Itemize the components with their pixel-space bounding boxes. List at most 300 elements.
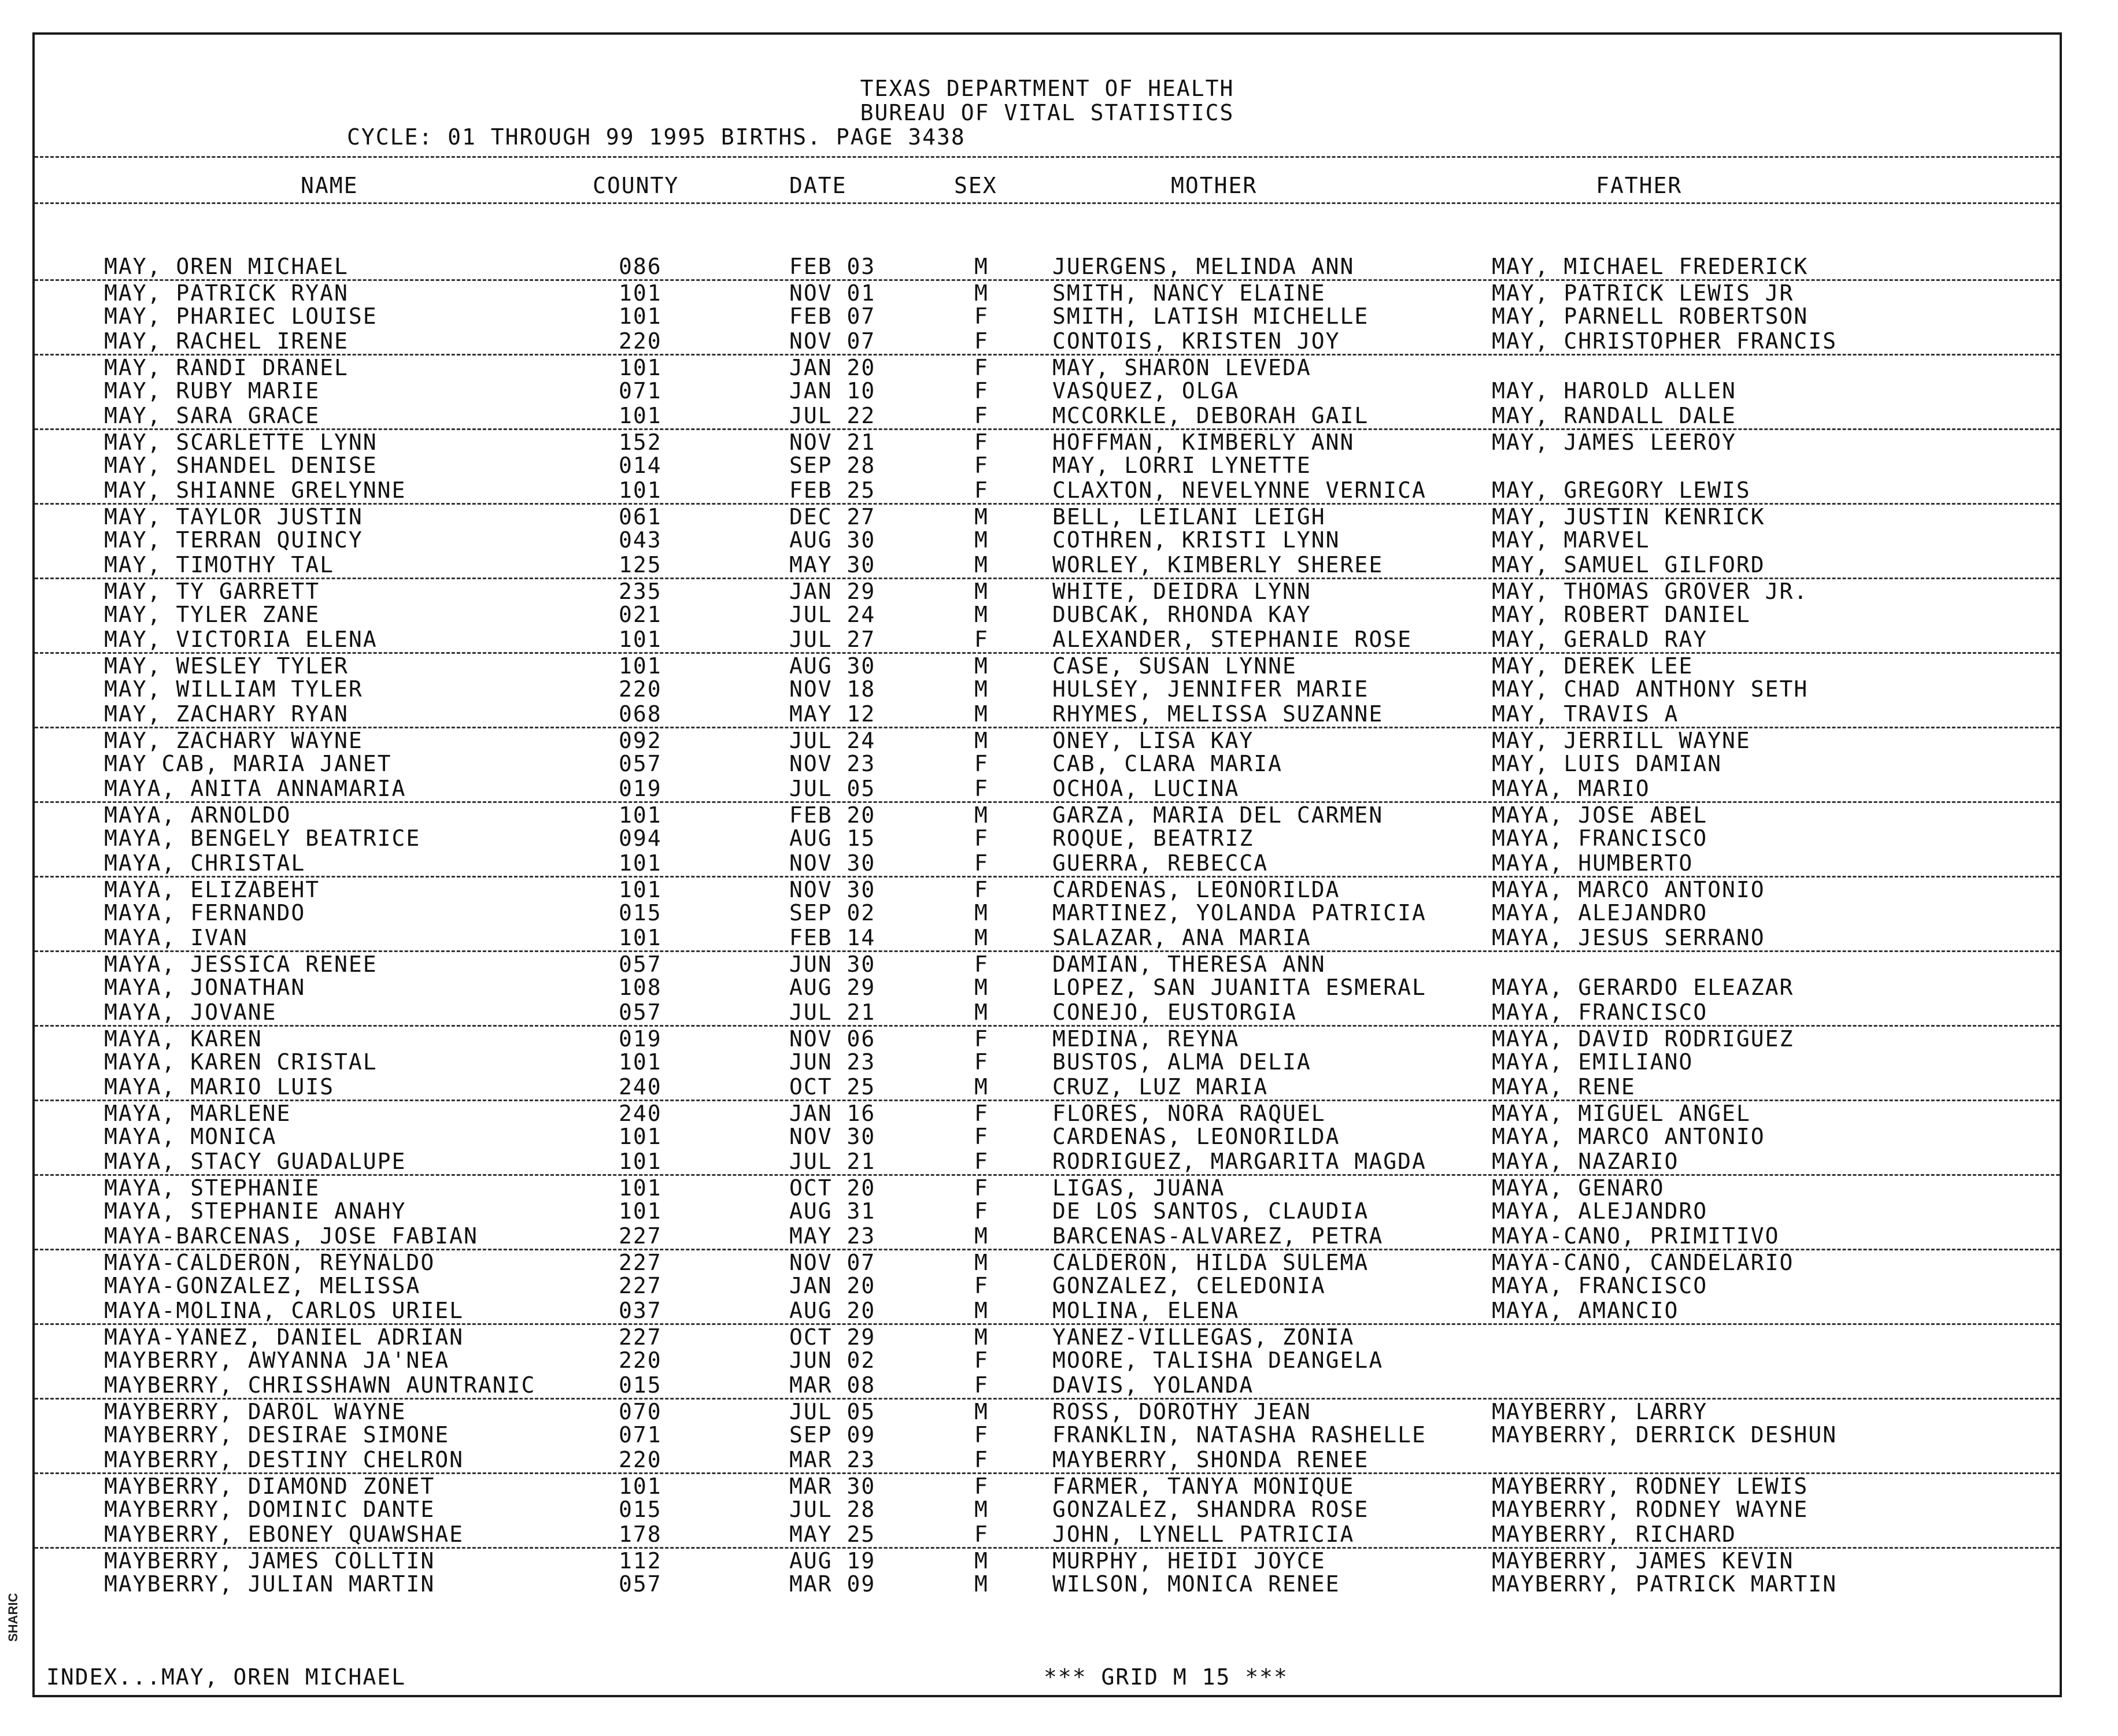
cell-father: MAYBERRY, RODNEY LEWIS [1492, 1474, 1809, 1499]
cell-sex: M [974, 1571, 989, 1597]
table-row [35, 1174, 2060, 1199]
cell-sex: F [974, 850, 989, 876]
cell-sex: F [974, 1026, 989, 1052]
cell-mother: BELL, LEILANI LEIGH [1052, 504, 1326, 530]
cell-father: MAYBERRY, JAMES KEVIN [1492, 1548, 1794, 1574]
cell-date: AUG 31 [789, 1198, 876, 1224]
cell-mother: GUERRA, REBECCA [1052, 850, 1269, 876]
cell-date: NOV 18 [789, 676, 876, 702]
cell-county: 101 [619, 1198, 662, 1224]
table-row [35, 404, 2060, 428]
cell-sex: M [974, 504, 989, 530]
table-row [35, 975, 2060, 1000]
cell-sex: F [974, 1273, 989, 1298]
cell-name: MAY, RACHEL IRENE [104, 328, 349, 354]
cell-mother: CALDERON, HILDA SULEMA [1052, 1250, 1369, 1275]
cell-father: MAY, GREGORY LEWIS [1492, 478, 1751, 503]
cell-sex: F [974, 1474, 989, 1499]
cell-name: MAY, SARA GRACE [104, 403, 320, 428]
cell-name: MAYA, IVAN [104, 925, 248, 950]
cell-father: MAY, CHAD ANTHONY SETH [1492, 676, 1809, 702]
cell-sex: F [974, 1124, 989, 1149]
cell-mother: GARZA, MARIA DEL CARMEN [1052, 802, 1384, 828]
table-row [35, 528, 2060, 553]
agency-title: TEXAS DEPARTMENT OF HEALTH [860, 76, 1234, 101]
cell-county: 240 [619, 1074, 662, 1100]
records-table [35, 254, 2060, 1597]
cell-county: 227 [619, 1250, 662, 1275]
cell-father: MAYA, FRANCISCO [1492, 826, 1708, 851]
cell-county: 227 [619, 1223, 662, 1249]
cell-mother: CONTOIS, KRISTEN JOY [1052, 328, 1340, 354]
cell-father: MAY, PARNELL ROBERTSON [1492, 303, 1809, 329]
cell-name: MAYA, STEPHANIE [104, 1175, 320, 1201]
cell-sex: M [974, 1324, 989, 1350]
cell-mother: FLORES, NORA RAQUEL [1052, 1101, 1326, 1126]
cell-name: MAY, ZACHARY RYAN [104, 701, 349, 727]
cell-father: MAYA, MARCO ANTONIO [1492, 877, 1765, 902]
cell-name: MAYA, ELIZABEHT [104, 877, 320, 902]
cell-date: OCT 20 [789, 1175, 876, 1201]
col-header-mother: MOTHER [1171, 173, 1258, 198]
cell-date: JUL 05 [789, 776, 876, 801]
cell-date: JAN 10 [789, 378, 876, 404]
cell-date: OCT 29 [789, 1324, 876, 1350]
cell-mother: CLAXTON, NEVELYNNE VERNICA [1052, 478, 1426, 503]
col-header-name: NAME [301, 173, 358, 198]
table-row [35, 478, 2060, 503]
cell-date: FEB 07 [789, 303, 876, 329]
table-row [35, 876, 2060, 901]
cell-father: MAYBERRY, RODNEY WAYNE [1492, 1497, 1809, 1522]
cell-county: 101 [619, 478, 662, 503]
cell-sex: M [974, 1223, 989, 1249]
cell-county: 101 [619, 1474, 662, 1499]
cell-name: MAY, WILLIAM TYLER [104, 676, 363, 702]
cell-sex: M [974, 1298, 989, 1323]
cell-name: MAYA, STEPHANIE ANAHY [104, 1198, 406, 1224]
cell-name: MAYBERRY, JULIAN MARTIN [104, 1571, 435, 1597]
cell-sex: M [974, 1548, 989, 1574]
cell-sex: F [974, 627, 989, 652]
cell-name: MAY, TY GARRETT [104, 579, 320, 604]
table-row [35, 1249, 2060, 1274]
table-row [35, 752, 2060, 776]
cell-father: MAYA, MIGUEL ANGEL [1492, 1101, 1751, 1126]
cell-date: SEP 02 [789, 900, 876, 926]
cell-sex: M [974, 653, 989, 679]
cell-county: 061 [619, 504, 662, 530]
table-row [35, 304, 2060, 329]
cell-father: MAYBERRY, DERRICK DESHUN [1492, 1422, 1838, 1448]
cell-mother: CARDENAS, LEONORILDA [1052, 1124, 1340, 1149]
cell-name: MAYA, KAREN CRISTAL [104, 1049, 378, 1075]
table-row [35, 1100, 2060, 1124]
cell-date: MAR 08 [789, 1372, 876, 1398]
cell-date: JAN 20 [789, 1273, 876, 1298]
cell-father: MAYA, HUMBERTO [1492, 850, 1694, 876]
cell-name: MAY CAB, MARIA JANET [104, 751, 392, 776]
table-row [35, 901, 2060, 926]
cell-county: 094 [619, 826, 662, 851]
cell-mother: ROQUE, BEATRIZ [1052, 826, 1254, 851]
cell-mother: MARTINEZ, YOLANDA PATRICIA [1052, 900, 1426, 926]
cell-date: FEB 14 [789, 925, 876, 950]
cell-sex: F [974, 1198, 989, 1224]
cell-mother: SMITH, LATISH MICHELLE [1052, 303, 1369, 329]
cell-mother: JUERGENS, MELINDA ANN [1052, 254, 1355, 279]
cell-county: 108 [619, 975, 662, 1000]
cell-date: NOV 07 [789, 328, 876, 354]
cell-father: MAYA, NAZARIO [1492, 1149, 1679, 1174]
cell-name: MAYA, KAREN [104, 1026, 263, 1052]
cell-name: MAYBERRY, DAROL WAYNE [104, 1399, 406, 1424]
table-row [35, 1000, 2060, 1025]
cell-name: MAYA-CALDERON, REYNALDO [104, 1250, 435, 1275]
cell-sex: F [974, 1049, 989, 1075]
cell-name: MAYA-MOLINA, CARLOS URIEL [104, 1298, 464, 1323]
cell-county: 086 [619, 254, 662, 279]
cell-date: DEC 27 [789, 504, 876, 530]
cell-mother: FRANKLIN, NATASHA RASHELLE [1052, 1422, 1426, 1448]
cell-mother: MEDINA, REYNA [1052, 1026, 1240, 1052]
cell-county: 015 [619, 1497, 662, 1522]
cell-father: MAYBERRY, LARRY [1492, 1399, 1708, 1424]
cell-mother: MAYBERRY, SHONDA RENEE [1052, 1447, 1369, 1472]
cell-father: MAYBERRY, RICHARD [1492, 1522, 1736, 1547]
cell-name: MAYBERRY, DOMINIC DANTE [104, 1497, 435, 1522]
table-row [35, 1423, 2060, 1448]
cell-name: MAYA-YANEZ, DANIEL ADRIAN [104, 1324, 464, 1350]
cell-sex: M [974, 579, 989, 604]
cell-name: MAYA, FERNANDO [104, 900, 306, 926]
cell-sex: F [974, 877, 989, 902]
cell-father: MAY, JUSTIN KENRICK [1492, 504, 1765, 530]
cell-mother: WILSON, MONICA RENEE [1052, 1571, 1340, 1597]
cell-name: MAYA, JESSICA RENEE [104, 952, 378, 977]
table-row [35, 627, 2060, 652]
table-row [35, 1472, 2060, 1497]
table-row [35, 1348, 2060, 1373]
cell-date: JUL 22 [789, 403, 876, 428]
cell-county: 178 [619, 1522, 662, 1547]
cell-county: 019 [619, 1026, 662, 1052]
table-row [35, 926, 2060, 950]
cell-sex: M [974, 975, 989, 1000]
cell-father: MAY, JERRILL WAYNE [1492, 728, 1751, 753]
cell-sex: F [974, 1175, 989, 1201]
cell-name: MAYA, MONICA [104, 1124, 277, 1149]
cell-father: MAYA, EMILIANO [1492, 1049, 1694, 1075]
cell-county: 101 [619, 802, 662, 828]
table-row [35, 1497, 2060, 1522]
cell-sex: F [974, 403, 989, 428]
cell-county: 220 [619, 1348, 662, 1373]
table-row [35, 329, 2060, 354]
cell-date: NOV 06 [789, 1026, 876, 1052]
cell-mother: COTHREN, KRISTI LYNN [1052, 527, 1340, 553]
cell-name: MAYBERRY, DESTINY CHELRON [104, 1447, 464, 1472]
cell-name: MAYBERRY, AWYANNA JA'NEA [104, 1348, 450, 1373]
table-row [35, 1448, 2060, 1472]
document-frame [32, 32, 2062, 1697]
cell-name: MAY, OREN MICHAEL [104, 254, 349, 279]
table-row [35, 428, 2060, 453]
table-row [35, 1149, 2060, 1174]
cell-name: MAY, TYLER ZANE [104, 602, 320, 627]
cell-date: JAN 16 [789, 1101, 876, 1126]
cell-name: MAYA, CHRISTAL [104, 850, 306, 876]
cell-father: MAYA, AMANCIO [1492, 1298, 1679, 1323]
cell-name: MAYA, ARNOLDO [104, 802, 291, 828]
cell-sex: F [974, 751, 989, 776]
cell-father: MAY, ROBERT DANIEL [1492, 602, 1751, 627]
cell-date: NOV 23 [789, 751, 876, 776]
cell-mother: MAY, LORRI LYNETTE [1052, 453, 1311, 478]
col-header-county: COUNTY [593, 173, 679, 198]
cell-date: NOV 30 [789, 850, 876, 876]
cell-father: MAYA, GERARDO ELEAZAR [1492, 975, 1794, 1000]
table-row [35, 727, 2060, 752]
cell-sex: M [974, 280, 989, 306]
cell-date: JUN 02 [789, 1348, 876, 1373]
cell-father: MAYA-CANO, PRIMITIVO [1492, 1223, 1780, 1249]
cell-date: JUL 05 [789, 1399, 876, 1424]
cell-mother: DAVIS, YOLANDA [1052, 1372, 1254, 1398]
cell-mother: BARCENAS-ALVAREZ, PETRA [1052, 1223, 1384, 1249]
cell-name: MAYBERRY, JAMES COLLTIN [104, 1548, 435, 1574]
cell-mother: LOPEZ, SAN JUANITA ESMERAL [1052, 975, 1426, 1000]
cell-father: MAY, JAMES LEEROY [1492, 430, 1736, 455]
cell-sex: M [974, 701, 989, 727]
cell-name: MAYA-BARCENAS, JOSE FABIAN [104, 1223, 478, 1249]
bureau-title: BUREAU OF VITAL STATISTICS [860, 100, 1234, 125]
cell-mother: ONEY, LISA KAY [1052, 728, 1254, 753]
cell-mother: YANEZ-VILLEGAS, ZONIA [1052, 1324, 1355, 1350]
cell-sex: M [974, 1000, 989, 1025]
cell-mother: ROSS, DOROTHY JEAN [1052, 1399, 1311, 1424]
cell-mother: CASE, SUSAN LYNNE [1052, 653, 1297, 679]
cell-county: 101 [619, 1175, 662, 1201]
cell-sex: F [974, 952, 989, 977]
cell-mother: CARDENAS, LEONORILDA [1052, 877, 1340, 902]
cell-name: MAYA, JONATHAN [104, 975, 306, 1000]
table-row [35, 652, 2060, 677]
table-row [35, 1224, 2060, 1249]
cell-date: JAN 29 [789, 579, 876, 604]
cell-mother: CONEJO, EUSTORGIA [1052, 1000, 1297, 1025]
cell-father: MAY, RANDALL DALE [1492, 403, 1736, 428]
index-footer: INDEX...MAY, OREN MICHAEL [46, 1664, 406, 1690]
cell-sex: M [974, 527, 989, 553]
cell-sex: M [974, 552, 989, 578]
cell-mother: FARMER, TANYA MONIQUE [1052, 1474, 1355, 1499]
cell-date: MAR 30 [789, 1474, 876, 1499]
cell-mother: SALAZAR, ANA MARIA [1052, 925, 1311, 950]
cell-name: MAY, SHANDEL DENISE [104, 453, 378, 478]
table-row [35, 553, 2060, 578]
cell-date: FEB 25 [789, 478, 876, 503]
cell-sex: F [974, 1422, 989, 1448]
cell-county: 070 [619, 1399, 662, 1424]
cell-mother: CRUZ, LUZ MARIA [1052, 1074, 1269, 1100]
cell-name: MAYA, MARIO LUIS [104, 1074, 335, 1100]
table-row [35, 1075, 2060, 1100]
cell-county: 057 [619, 1571, 662, 1597]
cell-county: 019 [619, 776, 662, 801]
cell-date: JUN 30 [789, 952, 876, 977]
cell-sex: M [974, 1497, 989, 1522]
cell-mother: LIGAS, JUANA [1052, 1175, 1225, 1201]
cell-date: JUL 28 [789, 1497, 876, 1522]
cell-sex: M [974, 1399, 989, 1424]
table-row [35, 379, 2060, 404]
cell-name: MAYA, ANITA ANNAMARIA [104, 776, 406, 801]
header-rule-bottom [35, 202, 2060, 204]
cell-county: 101 [619, 303, 662, 329]
table-row [35, 1572, 2060, 1597]
table-row [35, 776, 2060, 801]
cell-date: FEB 20 [789, 802, 876, 828]
cell-father: MAYA, DAVID RODRIGUEZ [1492, 1026, 1794, 1052]
cell-date: FEB 03 [789, 254, 876, 279]
cell-county: 227 [619, 1273, 662, 1298]
cell-county: 057 [619, 952, 662, 977]
cell-date: MAY 12 [789, 701, 876, 727]
cell-date: AUG 19 [789, 1548, 876, 1574]
cell-mother: SMITH, NANCY ELAINE [1052, 280, 1326, 306]
cell-county: 101 [619, 627, 662, 652]
col-header-father: FATHER [1596, 173, 1683, 198]
cell-father: MAY, GERALD RAY [1492, 627, 1708, 652]
cell-date: MAR 23 [789, 1447, 876, 1472]
cell-county: 014 [619, 453, 662, 478]
cell-date: AUG 20 [789, 1298, 876, 1323]
cell-date: NOV 30 [789, 877, 876, 902]
cell-date: MAY 25 [789, 1522, 876, 1547]
cell-mother: GONZALEZ, CELEDONIA [1052, 1273, 1326, 1298]
cell-county: 220 [619, 328, 662, 354]
cell-name: MAY, PHARIEC LOUISE [104, 303, 378, 329]
cell-sex: F [974, 378, 989, 404]
side-mark: SHARIC [6, 1593, 20, 1642]
cell-county: 092 [619, 728, 662, 753]
cell-sex: F [974, 1101, 989, 1126]
cell-county: 101 [619, 403, 662, 428]
cell-date: NOV 21 [789, 430, 876, 455]
cell-sex: F [974, 303, 989, 329]
table-row [35, 1373, 2060, 1398]
cell-name: MAYBERRY, DESIRAE SIMONE [104, 1422, 450, 1448]
cell-county: 057 [619, 751, 662, 776]
cell-sex: F [974, 355, 989, 380]
table-row [35, 1124, 2060, 1149]
cell-mother: WORLEY, KIMBERLY SHEREE [1052, 552, 1384, 578]
cell-father: MAY, DEREK LEE [1492, 653, 1694, 679]
cell-county: 015 [619, 1372, 662, 1398]
cell-father: MAY, MICHAEL FREDERICK [1492, 254, 1809, 279]
table-row [35, 1050, 2060, 1075]
table-row [35, 1323, 2060, 1348]
cell-name: MAYA, STACY GUADALUPE [104, 1149, 406, 1174]
cell-date: NOV 07 [789, 1250, 876, 1275]
cell-county: 101 [619, 653, 662, 679]
cell-mother: RHYMES, MELISSA SUZANNE [1052, 701, 1384, 727]
cell-county: 037 [619, 1298, 662, 1323]
cell-date: OCT 25 [789, 1074, 876, 1100]
table-row [35, 453, 2060, 478]
cell-date: AUG 30 [789, 527, 876, 553]
cell-father: MAYA, ALEJANDRO [1492, 1198, 1708, 1224]
cell-mother: HOFFMAN, KIMBERLY ANN [1052, 430, 1355, 455]
cell-county: 101 [619, 1124, 662, 1149]
cell-sex: M [974, 728, 989, 753]
cell-date: JUL 27 [789, 627, 876, 652]
cell-date: JUL 21 [789, 1149, 876, 1174]
cell-county: 101 [619, 1149, 662, 1174]
cell-name: MAY, RANDI DRANEL [104, 355, 349, 380]
cell-father: MAY, TRAVIS A [1492, 701, 1679, 727]
cell-date: AUG 29 [789, 975, 876, 1000]
cell-sex: F [974, 826, 989, 851]
cell-mother: MOLINA, ELENA [1052, 1298, 1240, 1323]
table-row [35, 1025, 2060, 1050]
cell-father: MAYA-CANO, CANDELARIO [1492, 1250, 1794, 1275]
table-row [35, 801, 2060, 826]
col-header-sex: SEX [954, 173, 997, 198]
cell-county: 101 [619, 877, 662, 902]
cell-father: MAY, CHRISTOPHER FRANCIS [1492, 328, 1838, 354]
cell-sex: M [974, 900, 989, 926]
cell-sex: F [974, 1149, 989, 1174]
cell-date: JUL 24 [789, 728, 876, 753]
cell-father: MAYA, RENE [1492, 1074, 1636, 1100]
cell-sex: F [974, 776, 989, 801]
cell-mother: MOORE, TALISHA DEANGELA [1052, 1348, 1384, 1373]
cell-date: JUL 21 [789, 1000, 876, 1025]
table-row [35, 1522, 2060, 1547]
cell-county: 240 [619, 1101, 662, 1126]
cell-name: MAY, PATRICK RYAN [104, 280, 349, 306]
cell-date: NOV 01 [789, 280, 876, 306]
cell-date: SEP 09 [789, 1422, 876, 1448]
table-row [35, 1547, 2060, 1572]
cell-father: MAYA, FRANCISCO [1492, 1273, 1708, 1298]
cell-father: MAY, PATRICK LEWIS JR [1492, 280, 1794, 306]
cell-date: JAN 20 [789, 355, 876, 380]
table-row [35, 702, 2060, 727]
cell-father: MAY, SAMUEL GILFORD [1492, 552, 1765, 578]
table-row [35, 279, 2060, 304]
header-rule-top [35, 156, 2060, 158]
cell-mother: DE LOS SANTOS, CLAUDIA [1052, 1198, 1369, 1224]
cell-county: 043 [619, 527, 662, 553]
cell-mother: JOHN, LYNELL PATRICIA [1052, 1522, 1355, 1547]
cell-date: AUG 30 [789, 653, 876, 679]
table-row [35, 826, 2060, 851]
cell-date: JUN 23 [789, 1049, 876, 1075]
cell-county: 101 [619, 1049, 662, 1075]
cell-mother: ALEXANDER, STEPHANIE ROSE [1052, 627, 1412, 652]
cell-mother: RODRIGUEZ, MARGARITA MAGDA [1052, 1149, 1426, 1174]
cell-mother: BUSTOS, ALMA DELIA [1052, 1049, 1311, 1075]
cell-name: MAY, SHIANNE GRELYNNE [104, 478, 406, 503]
table-row [35, 254, 2060, 279]
cell-father: MAY, MARVEL [1492, 527, 1650, 553]
cell-date: MAY 30 [789, 552, 876, 578]
cell-county: 101 [619, 355, 662, 380]
cell-county: 125 [619, 552, 662, 578]
